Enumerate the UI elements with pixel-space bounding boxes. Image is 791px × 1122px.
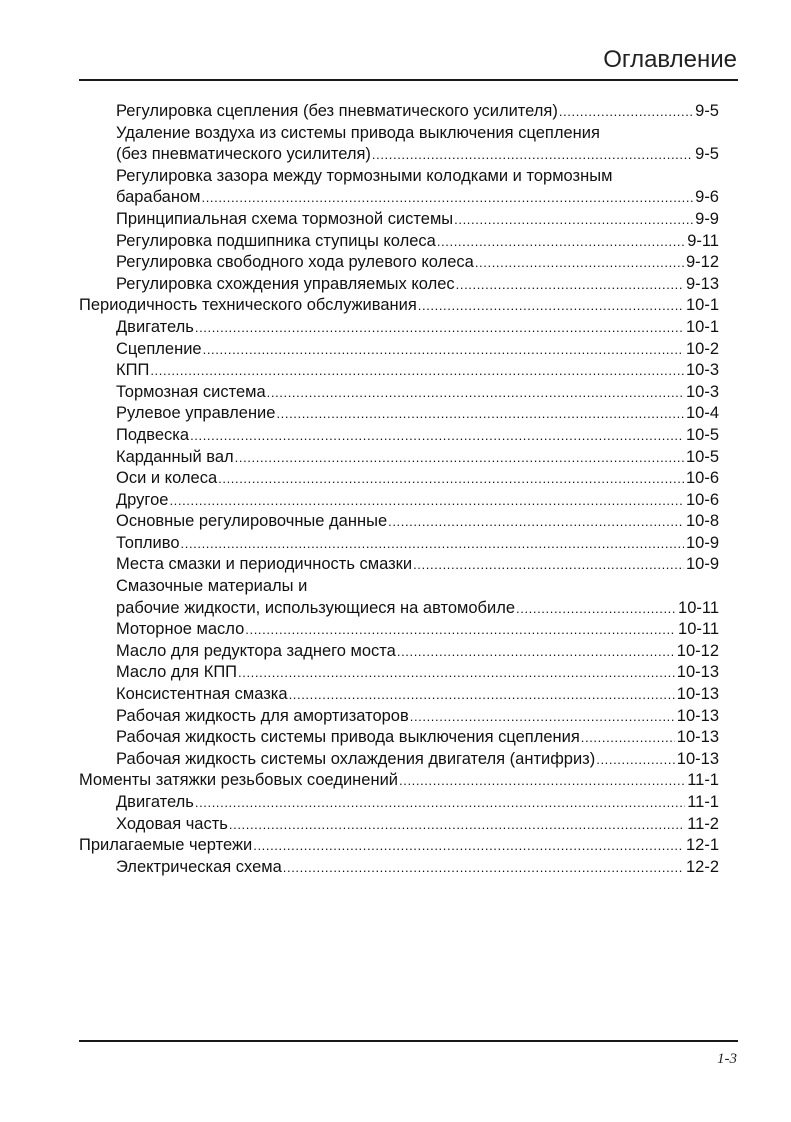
page-title: Оглавление bbox=[603, 46, 737, 73]
toc-entry-page: 9-6 bbox=[695, 188, 719, 207]
toc-dot-leader bbox=[372, 144, 693, 166]
toc-entry[interactable] bbox=[79, 144, 719, 166]
toc-entry[interactable] bbox=[79, 123, 719, 145]
toc-entry-page: 10-13 bbox=[676, 749, 719, 768]
toc-entry[interactable] bbox=[79, 101, 719, 123]
toc-entry-title: Удаление воздуха из системы привода выключения сцепления bbox=[116, 123, 600, 142]
page-number: 1-3 bbox=[717, 1051, 737, 1067]
toc-entry-page: 10-5 bbox=[685, 425, 719, 444]
toc-entry-page: 9-12 bbox=[685, 253, 719, 272]
toc-entry-title: Места смазки и периодичность смазки bbox=[116, 555, 413, 574]
toc-section-entry[interactable] bbox=[79, 835, 719, 857]
toc-entry-title: Моторное масло bbox=[116, 620, 245, 639]
toc-entry[interactable] bbox=[79, 252, 719, 274]
toc-entry[interactable] bbox=[79, 706, 719, 728]
toc-dot-leader bbox=[276, 403, 684, 425]
toc-entry-title: Двигатель bbox=[116, 317, 194, 336]
toc-dot-leader bbox=[596, 749, 675, 771]
toc-entry-title: Регулировка схождения управляемых колес bbox=[116, 274, 455, 293]
toc-entry-title: Ходовая часть bbox=[116, 814, 228, 833]
toc-entry-page: 9-5 bbox=[695, 102, 719, 120]
toc-entry[interactable] bbox=[79, 662, 719, 684]
toc-dot-leader bbox=[559, 101, 693, 123]
toc-dot-leader bbox=[229, 814, 685, 836]
toc-entry[interactable] bbox=[79, 425, 719, 447]
toc-dot-leader bbox=[235, 447, 684, 469]
toc-dot-leader bbox=[437, 231, 685, 253]
toc-entry[interactable] bbox=[79, 814, 719, 836]
toc-entry-title: Периодичность технического обслуживания bbox=[79, 296, 417, 315]
toc-entry-title: Регулировка зазора между тормозными колодками и тормозным bbox=[116, 166, 613, 185]
toc-entry-page: 12-2 bbox=[685, 857, 719, 876]
toc-entry-title: Подвеска bbox=[116, 425, 190, 444]
toc-entry[interactable] bbox=[79, 533, 719, 555]
toc-dot-leader bbox=[413, 554, 684, 576]
toc-entry-page: 10-11 bbox=[678, 598, 719, 617]
toc-entry[interactable] bbox=[79, 554, 719, 576]
toc-entry-title: барабаном bbox=[116, 188, 201, 207]
toc-entry-title: рабочие жидкости, использующиеся на автомобиле bbox=[116, 598, 516, 617]
toc-entry-title: Тормозная система bbox=[116, 382, 266, 401]
toc-dot-leader bbox=[238, 662, 675, 684]
toc-entry-page: 10-11 bbox=[678, 620, 719, 639]
toc-entry-title: Моменты затяжки резьбовых соединений bbox=[79, 771, 399, 790]
toc-entry-page: 11-1 bbox=[687, 771, 719, 790]
toc-entry[interactable] bbox=[79, 231, 719, 253]
toc-entry[interactable] bbox=[79, 317, 719, 339]
toc-entry-page: 10-12 bbox=[676, 641, 719, 660]
toc-entry-title: Карданный вал bbox=[116, 447, 234, 466]
toc-entry[interactable] bbox=[79, 360, 719, 382]
toc-entry[interactable] bbox=[79, 490, 719, 512]
toc-section-entry[interactable] bbox=[79, 770, 719, 792]
toc-entry[interactable] bbox=[79, 274, 719, 296]
toc-entry-page: 10-13 bbox=[676, 685, 719, 704]
toc-entry[interactable] bbox=[79, 619, 719, 641]
toc-dot-leader bbox=[388, 511, 684, 533]
toc-dot-leader bbox=[195, 792, 685, 814]
toc-entry-page: 10-6 bbox=[685, 469, 719, 488]
toc-entry[interactable] bbox=[79, 447, 719, 469]
toc-dot-leader bbox=[195, 317, 684, 339]
toc-entry-title: Сцепление bbox=[116, 339, 202, 358]
toc-entry[interactable] bbox=[79, 598, 719, 620]
table-of-contents bbox=[79, 101, 719, 878]
toc-entry-title: Смазочные материалы и bbox=[116, 577, 308, 596]
toc-entry-page: 12-1 bbox=[685, 836, 719, 855]
toc-entry[interactable] bbox=[79, 511, 719, 533]
toc-entry-page: 11-1 bbox=[687, 793, 719, 811]
toc-dot-leader bbox=[245, 619, 676, 641]
toc-entry-title: Другое bbox=[116, 490, 169, 509]
toc-dot-leader bbox=[218, 468, 684, 490]
toc-dot-leader bbox=[581, 727, 675, 749]
toc-entry-title: Масло для редуктора заднего моста bbox=[116, 641, 396, 660]
toc-dot-leader bbox=[253, 835, 684, 857]
toc-entry[interactable] bbox=[79, 684, 719, 706]
toc-entry-page: 10-8 bbox=[685, 512, 719, 531]
toc-entry[interactable] bbox=[79, 749, 719, 771]
toc-entry-page: 10-2 bbox=[685, 339, 719, 358]
toc-entry-page: 10-13 bbox=[676, 728, 719, 747]
toc-entry-title: Двигатель bbox=[116, 793, 194, 811]
toc-entry-title: Топливо bbox=[116, 533, 180, 552]
toc-entry-page: 9-13 bbox=[685, 274, 719, 293]
toc-entry-title: Рабочая жидкость системы охлаждения двигателя (антифриз) bbox=[116, 749, 596, 768]
toc-entry-title: Рабочая жидкость для амортизаторов bbox=[116, 706, 409, 725]
toc-entry-page: 10-3 bbox=[685, 361, 719, 380]
toc-section-entry[interactable] bbox=[79, 295, 719, 317]
toc-entry[interactable] bbox=[79, 576, 719, 598]
toc-entry[interactable] bbox=[79, 727, 719, 749]
toc-dot-leader bbox=[267, 382, 684, 404]
toc-entry-page: 9-11 bbox=[687, 231, 719, 250]
toc-dot-leader bbox=[190, 425, 684, 447]
toc-entry[interactable] bbox=[79, 857, 719, 879]
toc-entry-title: Консистентная смазка bbox=[116, 685, 288, 704]
toc-dot-leader bbox=[181, 533, 684, 555]
toc-dot-leader bbox=[516, 598, 676, 620]
toc-dot-leader bbox=[418, 295, 684, 317]
toc-entry-page: 10-6 bbox=[685, 490, 719, 509]
toc-entry-page: 10-13 bbox=[676, 663, 719, 682]
toc-entry-page: 10-4 bbox=[685, 404, 719, 423]
toc-entry[interactable] bbox=[79, 166, 719, 188]
toc-entry-title: Основные регулировочные данные bbox=[116, 512, 388, 531]
toc-entry[interactable] bbox=[79, 468, 719, 490]
toc-entry[interactable] bbox=[79, 403, 719, 425]
toc-entry-title: (без пневматического усилителя) bbox=[116, 145, 371, 164]
toc-entry[interactable] bbox=[79, 187, 719, 209]
toc-entry-page: 10-1 bbox=[685, 296, 719, 315]
toc-entry-page: 9-9 bbox=[695, 209, 719, 228]
toc-entry-page: 10-9 bbox=[685, 533, 719, 552]
toc-entry-title: Принципиальная схема тормозной системы bbox=[116, 209, 454, 228]
toc-entry-title: Регулировка свободного хода рулевого колеса bbox=[116, 253, 474, 272]
header-divider bbox=[79, 79, 738, 81]
toc-dot-leader bbox=[475, 252, 684, 274]
toc-dot-leader bbox=[454, 209, 693, 231]
toc-entry-page: 10-13 bbox=[676, 706, 719, 725]
toc-entry-title: Регулировка подшипника ступицы колеса bbox=[116, 231, 436, 250]
toc-entry-title: Рабочая жидкость системы привода выключения сцепления bbox=[116, 728, 580, 747]
toc-dot-leader bbox=[201, 187, 693, 209]
toc-dot-leader bbox=[150, 360, 684, 382]
toc-entry-title: Электрическая схема bbox=[116, 857, 282, 876]
toc-entry-page: 10-5 bbox=[685, 447, 719, 466]
toc-entry-title: Масло для КПП bbox=[116, 663, 238, 682]
toc-entry-title: КПП bbox=[116, 361, 150, 380]
toc-entry[interactable] bbox=[79, 641, 719, 663]
toc-entry-title: Рулевое управление bbox=[116, 404, 276, 423]
toc-entry[interactable] bbox=[79, 339, 719, 361]
toc-entry-page: 10-3 bbox=[685, 382, 719, 401]
toc-dot-leader bbox=[456, 274, 684, 296]
footer-divider bbox=[79, 1040, 738, 1042]
toc-dot-leader bbox=[410, 706, 675, 728]
toc-entry[interactable] bbox=[79, 209, 719, 231]
toc-dot-leader bbox=[203, 339, 684, 361]
toc-dot-leader bbox=[289, 684, 675, 706]
toc-entry[interactable] bbox=[79, 382, 719, 404]
toc-entry-title: Прилагаемые чертежи bbox=[79, 836, 253, 855]
toc-dot-leader bbox=[397, 641, 675, 663]
toc-dot-leader bbox=[399, 770, 685, 792]
toc-entry-title: Оси и колеса bbox=[116, 469, 218, 488]
toc-entry-page: 9-5 bbox=[695, 145, 719, 164]
toc-entry-page: 10-1 bbox=[685, 317, 719, 336]
toc-entry-page: 11-2 bbox=[687, 814, 719, 833]
toc-entry-page: 10-9 bbox=[685, 555, 719, 574]
toc-entry[interactable] bbox=[79, 792, 719, 814]
toc-dot-leader bbox=[169, 490, 684, 512]
toc-dot-leader bbox=[283, 857, 684, 879]
toc-entry-title: Регулировка сцепления (без пневматического усилителя) bbox=[116, 102, 558, 120]
